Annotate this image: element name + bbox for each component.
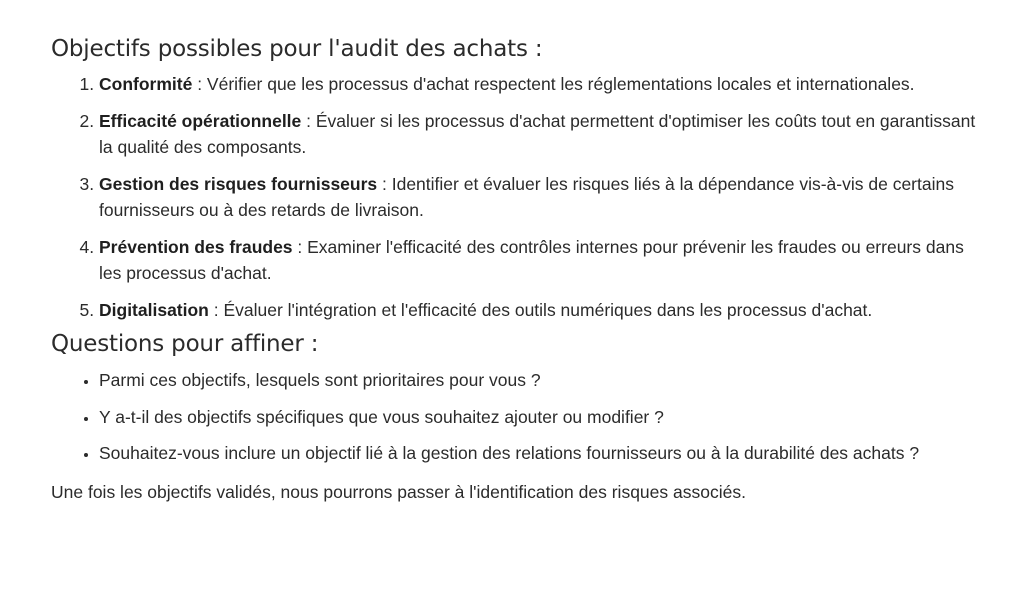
- questions-list: [51, 367, 981, 467]
- objective-title: Efficacité opérationnelle: [99, 110, 302, 131]
- objectives-heading: Objectifs possibles pour l'audit des achats :: [51, 36, 543, 62]
- objective-title: Digitalisation: [99, 299, 209, 320]
- objective-item-efficacite: [99, 108, 981, 161]
- objective-title: Conformité: [99, 74, 193, 94]
- objective-text: : Vérifier que les processus d'achat respectent les réglementations locales et internationales.: [192, 74, 915, 94]
- objectives-list: [51, 71, 981, 323]
- question-item: • Souhaitez-vous inclure un objectif lié à la gestion des relations fournisseurs ou à la durabilité des achats ?: [99, 440, 981, 467]
- objective-title: Prévention des fraudes: [99, 236, 293, 257]
- question-item: • Parmi ces objectifs, lesquels sont prioritaires pour vous ?: [99, 367, 981, 394]
- objective-item-conformite: [99, 71, 981, 98]
- objective-text: : Évaluer l'intégration et l'efficacité des outils numériques dans les processus d'achat.: [208, 299, 873, 320]
- objective-item-digitalisation: [99, 297, 981, 324]
- objective-item-risques: [99, 171, 981, 224]
- closing-paragraph: Une fois les objectifs validés, nous pourrons passer à l'identification des risques associés.: [51, 481, 746, 502]
- questions-heading: Questions pour affiner :: [51, 331, 319, 357]
- objective-title: Gestion des risques fournisseurs: [99, 173, 378, 194]
- objective-item-fraudes: [99, 234, 981, 287]
- question-item: • Y a-t-il des objectifs spécifiques que vous souhaitez ajouter ou modifier ?: [99, 404, 981, 431]
- objective-text: : Évaluer si les processus d'achat permettent d'optimiser les coûts tout en garantissant la qualité des composants.: [99, 110, 976, 157]
- objective-text: : Identifier et évaluer les risques liés à la dépendance vis-à-vis de certains fournisseurs ou à des retards de livraison.: [99, 173, 954, 220]
- objective-text: : Examiner l'efficacité des contrôles internes pour prévenir les fraudes ou erreurs dans les processus d'achat.: [99, 236, 964, 283]
